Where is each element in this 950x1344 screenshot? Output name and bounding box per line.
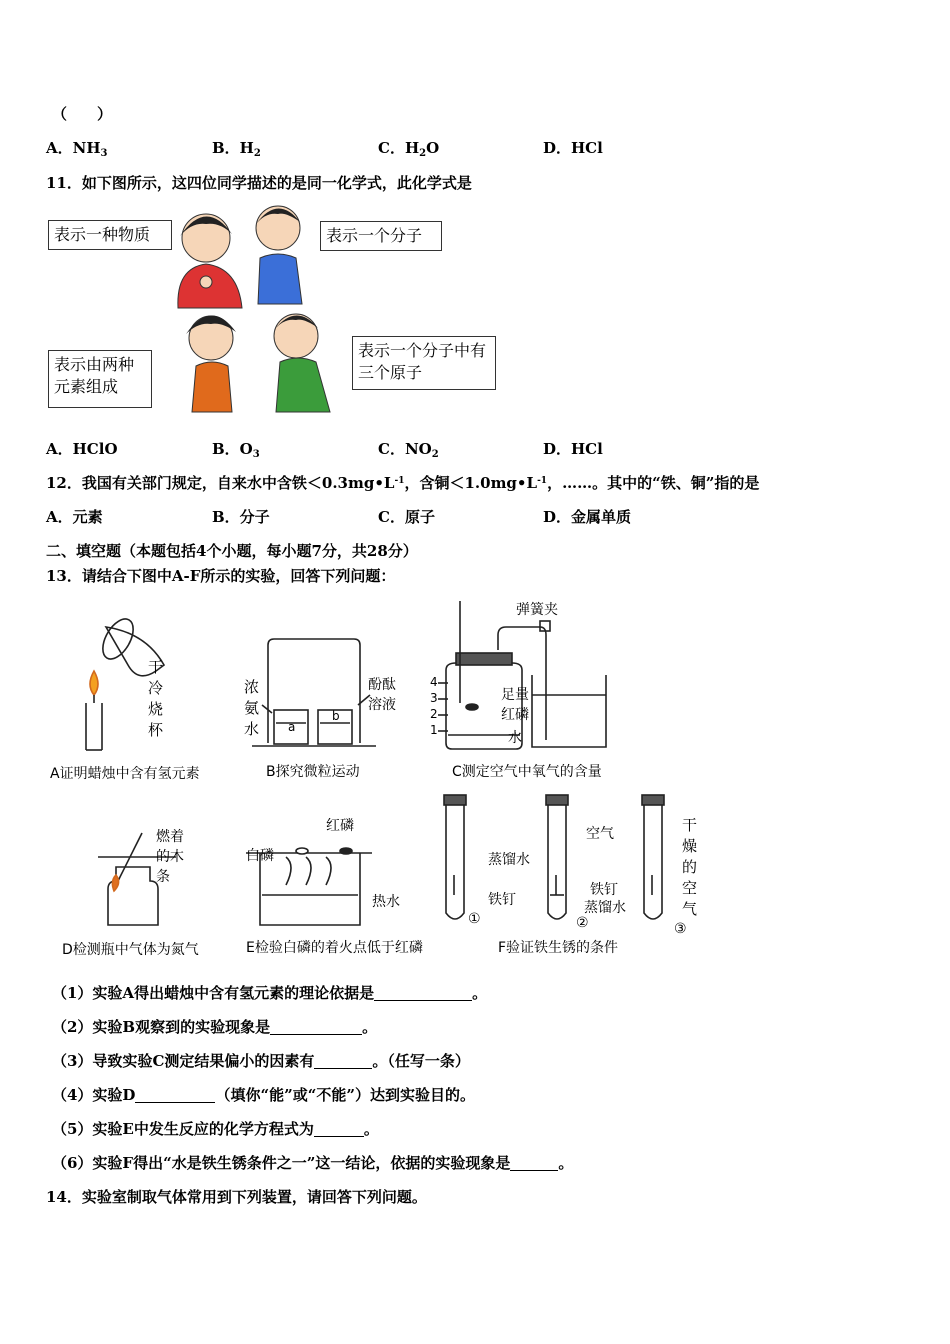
answer-blank-2[interactable]	[270, 1020, 362, 1035]
q13-sub-1: （1）实验A得出蜡烛中含有氢元素的理论依据是 。	[52, 984, 488, 1002]
q10-option-b: B．$H_2$	[212, 139, 261, 159]
bubble-one-molecule: 表示一个分子	[320, 221, 442, 251]
q11-option-c: C．$NO_2$	[378, 440, 439, 460]
q13-sub-2: （2）实验B观察到的实验现象是 。	[52, 1018, 378, 1036]
label-distilled-water-2: 蒸馏水	[584, 900, 626, 916]
q13-sub-5: （5）实验E中发生反应的化学方程式为 。	[52, 1120, 379, 1138]
q12-stem: 12．我国有关部门规定，自来水中含铁$<0.3mg•L^{-1}$，含铜$<1.0mg•L^{-1}$，……。其中的“铁、铜”指的是	[46, 474, 760, 492]
label-clamp: 弹簧夹	[516, 602, 558, 618]
label-phenolphthalein: 酚酞溶液	[368, 677, 396, 713]
q13-sub-4: （4）实验D （填你“能”或“不能”）达到实验目的。	[52, 1086, 475, 1104]
q11-figure	[46, 198, 496, 423]
experiment-c-drawing	[438, 601, 606, 749]
label-air: 空气	[586, 826, 614, 842]
label-dry-air: 干燥的空气	[682, 816, 698, 918]
q13-figure	[46, 595, 706, 975]
q13-stem: 13．请结合下图中A-F所示的实验，回答下列问题：	[46, 567, 396, 585]
label-tube-2: ②	[576, 915, 589, 931]
label-scale-2: 2	[430, 707, 438, 721]
q11-option-d: D．HCl	[543, 440, 603, 458]
label-iron-nail-2: 铁钉	[590, 882, 618, 898]
q11-option-b: B．$O_3$	[212, 440, 260, 460]
q12-option-b: B．分子	[212, 508, 270, 526]
label-scale-4: 4	[430, 675, 438, 689]
caption-b: B探究微粒运动	[266, 764, 360, 780]
bubble-three-atoms: 表示一个分子中有三个原子	[352, 336, 496, 390]
label-tube-1: ①	[468, 911, 481, 927]
caption-c: C测定空气中氧气的含量	[452, 764, 602, 780]
experiment-b-drawing	[252, 639, 376, 746]
label-tube-3: ③	[674, 921, 687, 937]
q10-option-a: A．$NH_3$	[46, 139, 108, 159]
label-iron-nail: 铁钉	[488, 892, 516, 908]
answer-blank-6[interactable]	[510, 1156, 558, 1171]
q14-stem: 14．实验室制取气体常用到下列装置，请回答下列问题。	[46, 1188, 427, 1206]
label-b: b	[332, 709, 340, 723]
label-a: a	[288, 720, 296, 734]
experiment-f-drawing	[444, 795, 664, 919]
label-scale-3: 3	[430, 691, 438, 705]
caption-d: D检测瓶中气体为氮气	[62, 942, 199, 958]
label-ammonia: 浓氨水	[244, 678, 260, 738]
bubble-one-substance: 表示一种物质	[48, 220, 172, 250]
answer-blank-4[interactable]	[135, 1088, 215, 1103]
q10-paren: （ ）	[52, 105, 113, 123]
caption-e: E检验白磷的着火点低于红磷	[246, 940, 423, 956]
answer-blank-5[interactable]	[314, 1122, 364, 1137]
q12-option-c: C．原子	[378, 508, 435, 526]
q13-sub-3: （3）导致实验C测定结果偏小的因素有 。（任写一条）	[52, 1052, 470, 1070]
label-hot-water: 热水	[372, 894, 400, 910]
q10-option-d: D．HCl	[543, 139, 603, 157]
q11-stem: 11．如下图所示，这四位同学描述的是同一化学式，此化学式是	[46, 174, 472, 192]
section-heading: 二、填空题（本题包括4个小题，每小题7分，共28分）	[46, 542, 418, 560]
bubble-two-elements: 表示由两种元素组成	[48, 350, 152, 408]
q10-option-c: C．$H_2O$	[378, 139, 440, 159]
q13-sub-6: （6）实验F得出“水是铁生锈条件之一”这一结论，依据的实验现象是 。	[52, 1154, 574, 1172]
answer-blank-3[interactable]	[314, 1054, 372, 1069]
label-dry-cup: 干冷烧杯	[148, 658, 164, 739]
q12-option-a: A．元素	[46, 508, 103, 526]
q11-option-a: A．HClO	[46, 440, 118, 458]
label-red-phosphorus-e: 红磷	[326, 818, 354, 834]
label-red-phosphorus: 足量红磷	[501, 687, 529, 723]
caption-a: A证明蜡烛中含有氢元素	[50, 766, 200, 782]
label-scale-1: 1	[430, 723, 438, 737]
label-burning-stick: 燃着的木条	[156, 829, 184, 885]
answer-blank-1[interactable]	[374, 986, 472, 1001]
label-white-phosphorus: 白磷	[246, 848, 274, 864]
q12-option-d: D．金属单质	[543, 508, 632, 526]
label-water: 水	[508, 730, 522, 746]
caption-f: F验证铁生锈的条件	[498, 940, 619, 956]
experiment-drawings	[46, 595, 706, 975]
label-distilled-water: 蒸馏水	[488, 852, 530, 868]
